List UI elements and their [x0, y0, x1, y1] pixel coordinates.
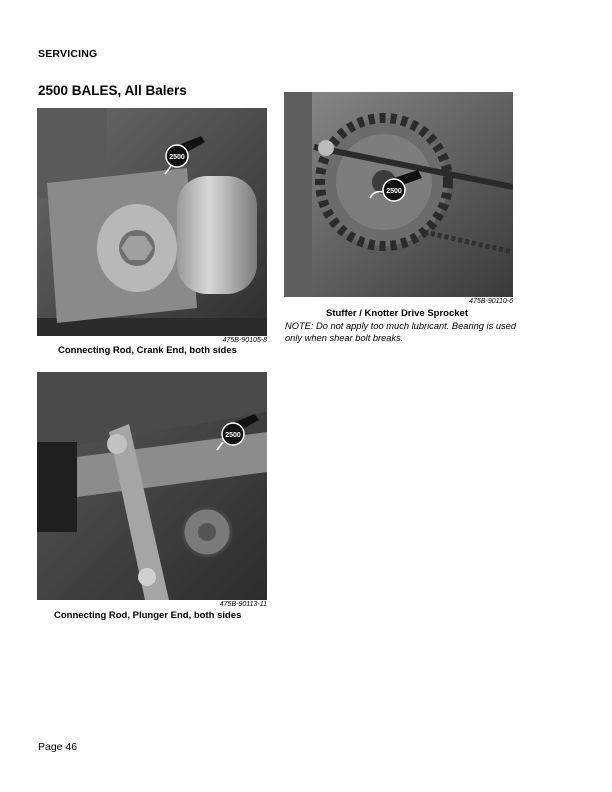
figure-caption: Stuffer / Knotter Drive Sprocket [326, 308, 468, 319]
figure-number: 475B-90105-8 [222, 337, 267, 344]
grease-gun-icon [368, 168, 424, 208]
page-title: 2500 BALES, All Balers [38, 83, 187, 98]
badge-2500-sprocket: 2500 [386, 188, 402, 195]
grease-gun-icon [215, 412, 263, 452]
figure-number: 475B-90110-6 [469, 298, 513, 305]
photo-crank-end [37, 108, 267, 336]
badge-2500-crank: 2500 [169, 154, 185, 161]
figure-caption: Connecting Rod, Crank End, both sides [58, 345, 237, 356]
grease-gun-icon [163, 136, 207, 176]
figure-number: 475B-90113-11 [219, 601, 267, 608]
photo-sprocket [284, 92, 513, 297]
note-text: NOTE: Do not apply too much lubricant. Bearing is used only when shear bolt breaks. [285, 321, 516, 343]
section-label: SERVICING [38, 48, 98, 60]
page-number: Page 46 [38, 741, 78, 753]
figure-caption: Connecting Rod, Plunger End, both sides [54, 610, 242, 621]
badge-2500-plunger: 2500 [225, 432, 241, 439]
photo-plunger-end [37, 372, 267, 600]
